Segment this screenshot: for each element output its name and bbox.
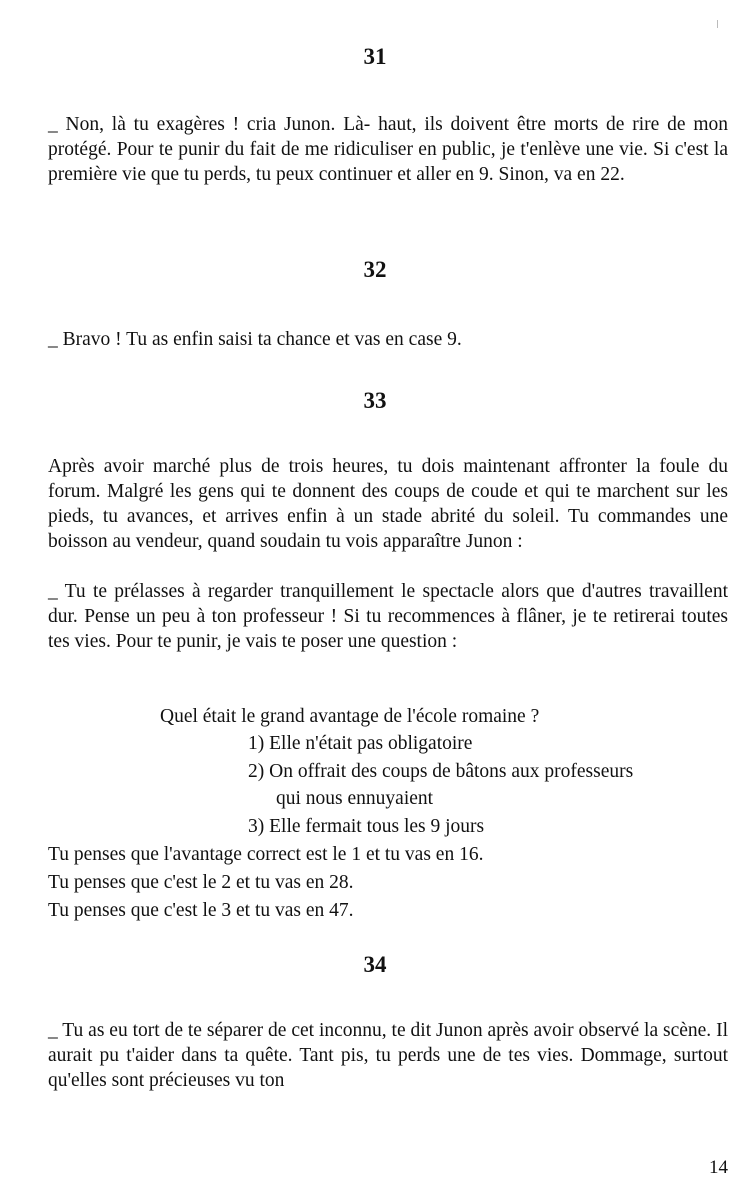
section-number-32: 32 — [363, 257, 387, 282]
section-33-dialogue: _ Tu te prélasses à regarder tranquillement le spectacle alors que d'autres travaillent dur. Pense un peu à ton professeur ! Si tu recommences à flâner, je te retirerai toutes tes vies. Pour te punir, je vais te poser une question : — [48, 581, 728, 652]
quiz-option-2: 2) On offrait des coups de bâtons aux professeurs — [248, 761, 634, 782]
scan-mark — [717, 20, 718, 28]
quiz-question: Quel était le grand avantage de l'école romaine ? — [160, 706, 540, 727]
section-32-text: _ Bravo ! Tu as enfin saisi ta chance et vas en case 9. — [48, 329, 462, 350]
quiz-option-2-continued: qui nous ennuyaient — [276, 788, 434, 809]
section-34-text: _ Tu as eu tort de te séparer de cet inconnu, te dit Junon après avoir observé la scène. Il aurait pu t'aider dans ta quête. Tant pis, tu perds une de tes vies. Dommage, surtout qu'elles sont précieuses vu ton — [48, 1020, 728, 1091]
section-31-text: _ Non, là tu exagères ! cria Junon. Là- haut, ils doivent être morts de rire de mon protégé. Pour te punir du fait de me ridiculiser en public, je t'enlève une vie. Si c'est la première vie que tu perds, tu peux continuer et aller en 9. Sinon, va en 22. — [48, 114, 728, 185]
section-number-33: 33 — [363, 388, 387, 413]
choice-3: Tu penses que c'est le 3 et tu vas en 47. — [48, 900, 354, 921]
choice-1: Tu penses que l'avantage correct est le 1 et tu vas en 16. — [48, 844, 484, 865]
quiz-option-1: 1) Elle n'était pas obligatoire — [248, 733, 473, 754]
section-number-31: 31 — [363, 44, 387, 69]
page-number: 14 — [709, 1157, 728, 1178]
choice-2: Tu penses que c'est le 2 et tu vas en 28. — [48, 872, 354, 893]
section-33-narration: Après avoir marché plus de trois heures, tu dois maintenant affronter la foule du forum. Malgré les gens qui te donnent des coups de coude et qui te marchent sur les pieds, tu avances, et arrives enfin à un stade abrité du soleil. Tu commandes une boisson au vendeur, quand soudain tu vois apparaître Junon : — [48, 456, 728, 552]
quiz-option-3: 3) Elle fermait tous les 9 jours — [248, 816, 485, 837]
section-number-34: 34 — [363, 952, 387, 977]
